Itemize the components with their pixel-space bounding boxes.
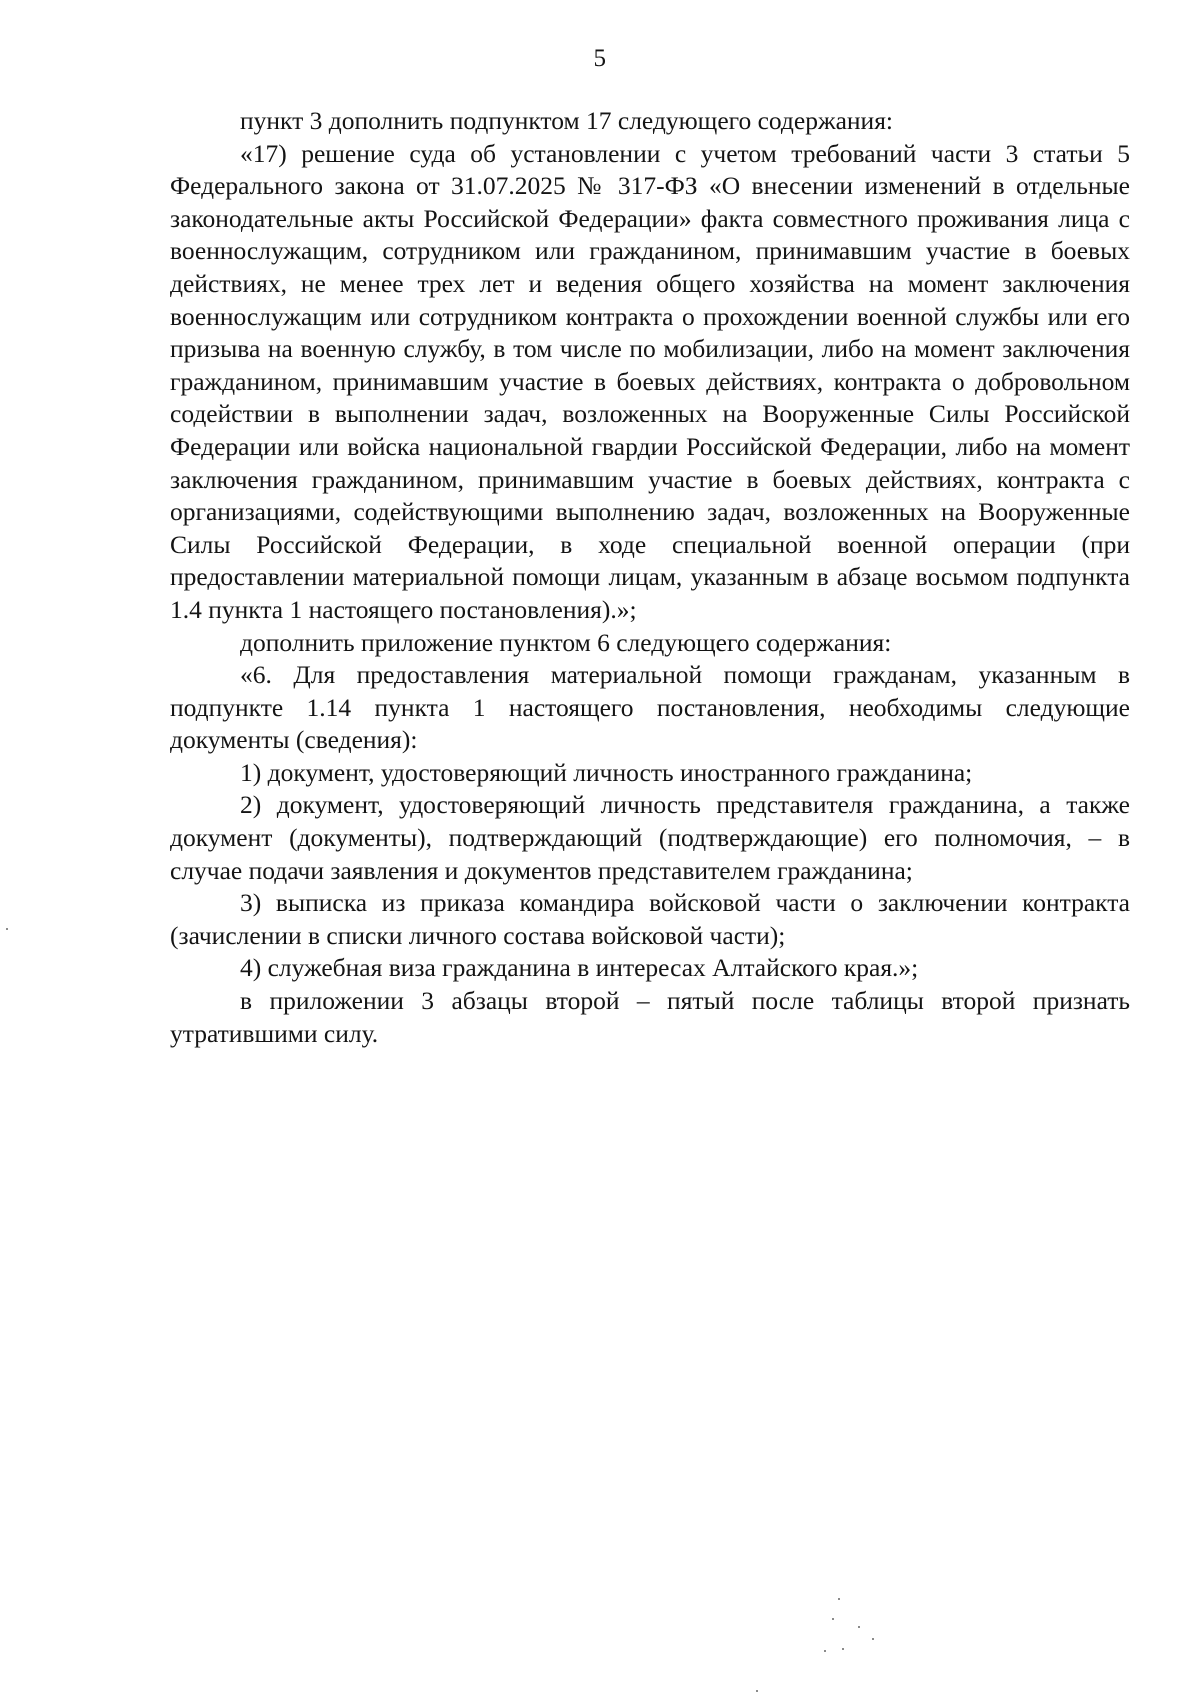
paragraph-intro-point-6: дополнить приложение пунктом 6 следующего содержания: xyxy=(240,627,892,657)
paragraph-appendix-3: в приложении 3 абзацы второй – пятый после таблицы второй признать утратившими силу. xyxy=(170,986,1130,1048)
scan-speck xyxy=(838,1598,840,1600)
scan-speck xyxy=(6,928,8,930)
scan-speck xyxy=(824,1650,826,1652)
list-item-1: 1) документ, удостоверяющий личность иностранного гражданина; xyxy=(240,757,973,787)
list-item-3: 3) выписка из приказа командира войсковой части о заключении контракта (зачислении в списки личного состава войсковой части); xyxy=(170,888,1130,950)
list-item-4: 4) служебная виза гражданина в интересах Алтайского края.»; xyxy=(240,953,919,983)
page-number: 5 xyxy=(593,45,607,72)
paragraph-intro-point-3: пункт 3 дополнить подпунктом 17 следующего содержания: xyxy=(240,106,894,135)
scan-speck xyxy=(756,1690,758,1692)
list-item-2: 2) документ, удостоверяющий личность представителя гражданина, а также документ (документы), подтверждающий (подтверждающие) его полномочия, – в случае подачи заявления и документов представителем гражданина; xyxy=(170,790,1130,885)
scan-speck xyxy=(842,1648,844,1650)
paragraph-subpoint-17: «17) решение суда об установлении с учетом требований части 3 статьи 5 Федерального закона от 31.07.2025 № 317-ФЗ «О внесении изменений в отдельные законодательные акты Российской Федерации» факта совместного проживания лица с военнослужащим, сотрудником или гражданином, принимавшим участие в боевых действиях, не менее трех лет и ведения общего хозяйства на момент заключения военнослужащим или сотрудником контракта о прохождении военной службы или его призыва на военную службу, в том числе по мобилизации, либо на момент заключения гражданином, принимавшим участие в боевых действиях, контракта о добровольном содействии в выполнении задач, возложенных на Вооруженные Силы Российской Федерации или войска национальной гвардии Российской Федерации, либо на момент заключения гражданином, принимавшим участие в боевых действиях, контракта с организациями, содействующими выполнению задач, возложенных на Вооруженные Силы Российской Федерации, в ходе специальной военной операции (при предоставлении материальной помощи лицам, указанным в абзаце восьмом подпункта 1.4 пункта 1 настоящего постановления).»; xyxy=(170,138,1130,624)
scan-speck xyxy=(858,1626,860,1628)
document-body xyxy=(170,105,1130,1050)
scan-speck xyxy=(832,1618,834,1620)
paragraph-point-6: «6. Для предоставления материальной помощи гражданам, указанным в подпункте 1.14 пункта 1 настоящего постановления, необходимы следующие документы (сведения): xyxy=(170,660,1130,755)
scan-speck xyxy=(872,1638,874,1640)
